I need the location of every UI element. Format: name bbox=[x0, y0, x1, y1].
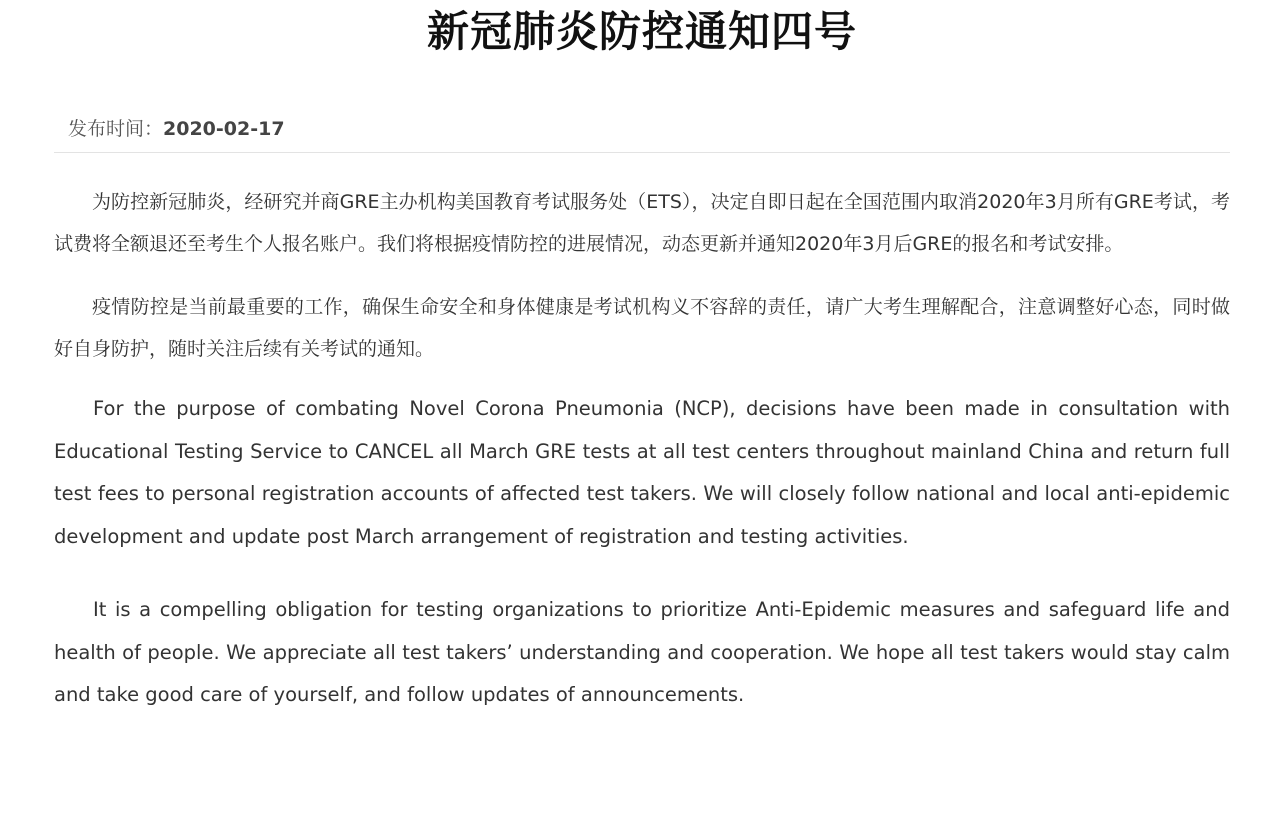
publish-date: 2020-02-17 bbox=[163, 118, 285, 140]
notice-body bbox=[54, 181, 1230, 717]
paragraph-spacer bbox=[54, 265, 1230, 286]
paragraph-zh-1: 为防控新冠肺炎，经研究并商GRE主办机构美国教育考试服务处（ETS），决定自即日起在全国范围内取消2020年3月所有GRE考试，考试费将全额退还至考生个人报名账户。我们将根据疫情防控的进展情况，动态更新并通知2020年3月后GRE的报名和考试安排。 bbox=[54, 191, 1230, 255]
paragraph-spacer bbox=[54, 558, 1230, 589]
paragraph-zh-2: 疫情防控是当前最重要的工作，确保生命安全和身体健康是考试机构义不容辞的责任，请广大考生理解配合，注意调整好心态，同时做好自身防护，随时关注后续有关考试的通知。 bbox=[54, 296, 1230, 360]
paragraph-spacer bbox=[54, 370, 1230, 388]
paragraph-en-2: It is a compelling obligation for testing organizations to prioritize Anti-Epidemic measures and safeguard life and health of people. We appreciate all test takers’ understanding and cooperation. We hope all test takers would stay calm and take good care of yourself, and follow updates of announcements. bbox=[54, 598, 1230, 706]
page-title: 新冠肺炎防控通知四号 bbox=[426, 7, 857, 56]
publish-info bbox=[54, 114, 1230, 153]
publish-time-label: 发布时间： bbox=[68, 118, 164, 140]
paragraph-en-1: For the purpose of combating Novel Corona Pneumonia (NCP), decisions have been made in consultation with Educational Testing Service to CANCEL all March GRE tests at all test centers throughout mainland China and return full test fees to personal registration accounts of affected test takers. We will closely follow national and local anti-epidemic development and update post March arrangement of registration and testing activities. bbox=[54, 397, 1230, 548]
